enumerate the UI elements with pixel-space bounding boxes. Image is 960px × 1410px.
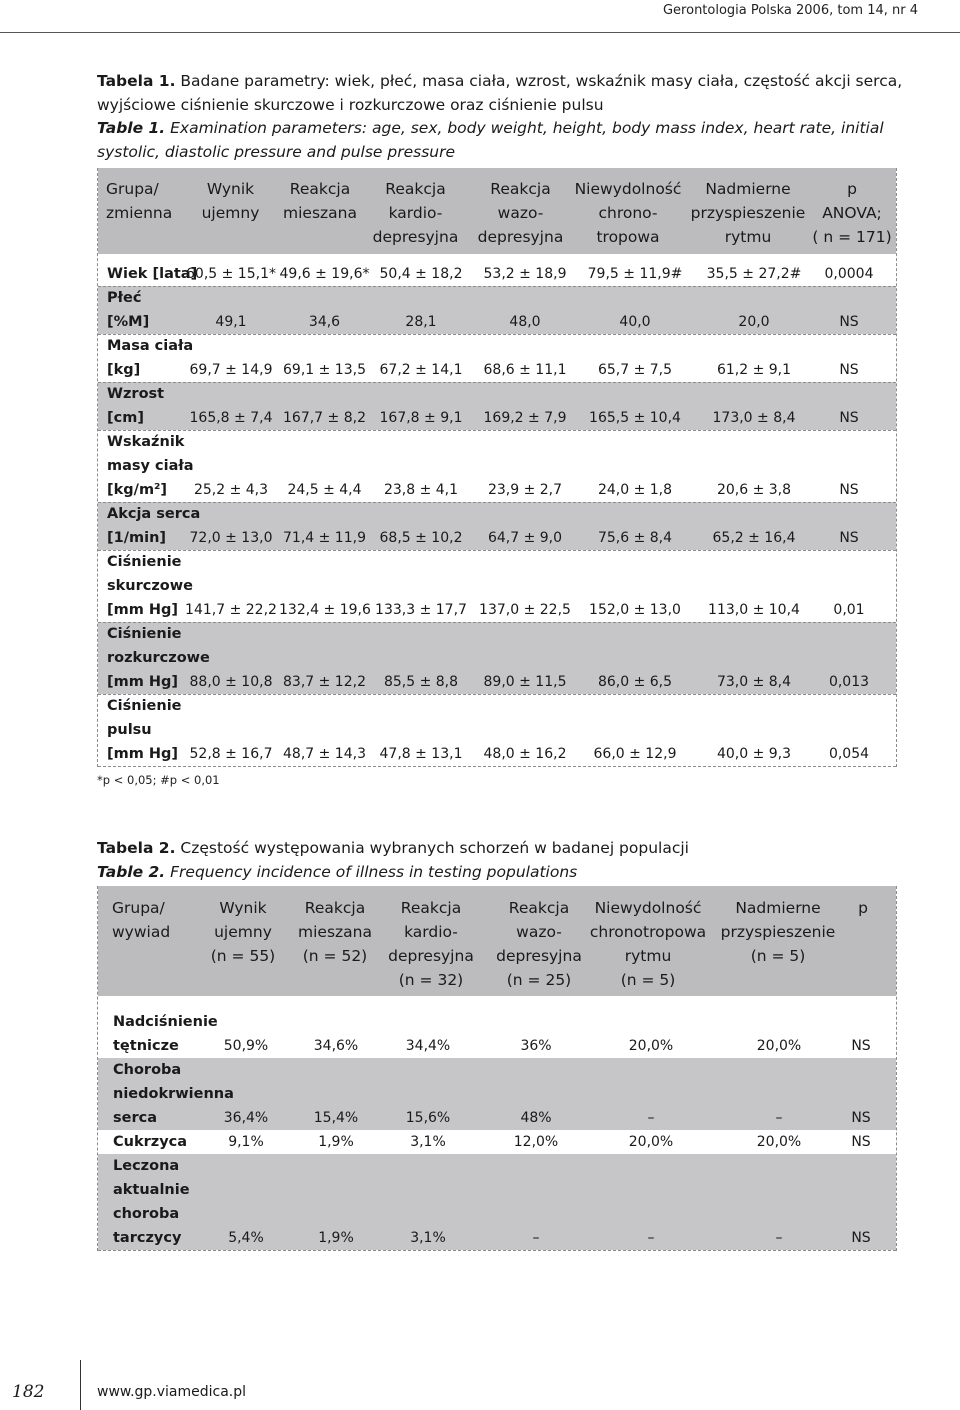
table-cell: 25,2 ± 4,3 xyxy=(193,482,269,498)
table-cell: 20,0% xyxy=(628,1038,674,1054)
table-cell: 9,1% xyxy=(228,1134,264,1150)
table1-label-pl: Tabela 1. xyxy=(97,72,176,90)
row-label: serca xyxy=(113,1110,157,1126)
row-label: rozkurczowe xyxy=(107,650,210,666)
row-label: aktualnie xyxy=(113,1182,190,1198)
row-label: [mm Hg] xyxy=(107,674,179,690)
table-cell: 48,0 xyxy=(509,314,541,330)
row-divider xyxy=(98,694,896,695)
table-cell: 12,0% xyxy=(513,1134,559,1150)
row-divider xyxy=(98,430,896,431)
table2-label-pl: Tabela 2. xyxy=(97,839,176,857)
table-cell: 34,6% xyxy=(313,1038,359,1054)
row-label: Leczona xyxy=(113,1158,180,1174)
table-cell: – xyxy=(647,1110,655,1126)
table2-caption-en-text: Frequency incidence of illness in testing populations xyxy=(165,862,578,881)
table-cell: 20,0% xyxy=(756,1134,802,1150)
row-label: tarczycy xyxy=(113,1230,182,1246)
table-cell: 48,7 ± 14,3 xyxy=(283,746,366,762)
table2-label-en: Table 2. xyxy=(97,862,166,881)
table2 xyxy=(97,886,897,1251)
table-cell: 89,0 ± 11,5 xyxy=(483,674,567,690)
table-cell: 173,0 ± 8,4 xyxy=(712,410,796,426)
table-cell: 1,9% xyxy=(318,1230,354,1246)
table-cell: 71,4 ± 11,9 xyxy=(283,530,366,546)
table-cell: 68,6 ± 11,1 xyxy=(483,362,567,378)
table-cell: 23,9 ± 2,7 xyxy=(487,482,563,498)
table1-caption-en-text: Examination parameters: age, sex, body weight, height, body mass index, heart rate, initial systolic, diastolic pressure and pulse pressure xyxy=(97,119,884,161)
row-label: Akcja serca xyxy=(107,506,201,522)
column-header: Niewydolność chronotropowa rytmu (n = 5) xyxy=(589,899,707,989)
table-cell: 34,6 xyxy=(308,314,341,330)
table-cell: 24,5 ± 4,4 xyxy=(287,482,362,498)
column-header: p xyxy=(858,899,868,917)
table-cell: 53,2 ± 18,9 xyxy=(483,266,567,282)
table-cell: 0,013 xyxy=(828,674,870,690)
row-label: Wiek [lata] xyxy=(107,266,198,282)
table-cell: 165,8 ± 7,4 xyxy=(189,410,273,426)
table-cell: NS xyxy=(851,1110,871,1126)
table2-caption-en xyxy=(97,861,927,885)
column-header: p ANOVA; ( n = 171) xyxy=(812,180,892,246)
table-cell: 20,6 ± 3,8 xyxy=(716,482,792,498)
row-label: Ciśnienie xyxy=(107,698,182,714)
table-cell: 61,2 ± 9,1 xyxy=(716,362,792,378)
table-cell: 40,0 ± 9,3 xyxy=(716,746,792,762)
table1 xyxy=(97,168,897,767)
table-cell: 88,0 ± 10,8 xyxy=(189,674,273,690)
column-header: Nadmierne przyspieszenie rytmu xyxy=(690,180,806,246)
table-cell: 72,0 ± 13,0 xyxy=(189,530,273,546)
table-cell: 85,5 ± 8,8 xyxy=(383,674,459,690)
column-header: Nadmierne przyspieszenie (n = 5) xyxy=(720,899,836,965)
table-cell: 35,5 ± 27,2# xyxy=(706,266,802,282)
table-cell: 86,0 ± 6,5 xyxy=(597,674,673,690)
row-label: Wskaźnik xyxy=(107,434,185,450)
row-label: Cukrzyca xyxy=(113,1134,188,1150)
table-cell: 73,0 ± 8,4 xyxy=(716,674,792,690)
journal-url: www.gp.viamedica.pl xyxy=(97,1384,247,1400)
table-cell: 20,0% xyxy=(628,1134,674,1150)
table-cell: 169,2 ± 7,9 xyxy=(483,410,567,426)
table-cell: 69,7 ± 14,9 xyxy=(189,362,273,378)
column-header: Reakcja kardio- depresyjna xyxy=(372,180,459,246)
table2-caption xyxy=(97,837,927,884)
table-cell: 167,8 ± 9,1 xyxy=(379,410,463,426)
table-cell: NS xyxy=(851,1038,871,1054)
page-footer xyxy=(0,1360,960,1410)
row-label: Płeć xyxy=(107,290,142,306)
table-cell: 52,8 ± 16,7 xyxy=(189,746,273,762)
table-cell: 23,8 ± 4,1 xyxy=(383,482,459,498)
row-label: Nadciśnienie xyxy=(113,1014,218,1030)
table-cell: 36% xyxy=(520,1038,552,1054)
row-divider xyxy=(98,286,896,287)
page-number: 182 xyxy=(12,1382,45,1402)
column-header: Reakcja mieszana xyxy=(283,180,357,222)
table-cell: 69,1 ± 13,5 xyxy=(283,362,366,378)
table-cell: 165,5 ± 10,4 xyxy=(589,410,681,426)
table-cell: 20,0% xyxy=(756,1038,802,1054)
column-header: Reakcja wazo- depresyjna (n = 25) xyxy=(496,899,582,989)
table-bottom-border xyxy=(98,1250,896,1251)
column-header: Reakcja kardio- depresyjna (n = 32) xyxy=(388,899,474,989)
table-cell: NS xyxy=(839,530,859,546)
table-cell: 50,4 ± 18,2 xyxy=(379,266,463,282)
table-cell: 75,6 ± 8,4 xyxy=(597,530,673,546)
table-cell: – xyxy=(647,1230,655,1246)
journal-title: Gerontologia Polska 2006, tom 14, nr 4 xyxy=(662,3,918,18)
table-cell: 3,1% xyxy=(410,1230,446,1246)
row-label: pulsu xyxy=(107,722,152,738)
table-cell: NS xyxy=(839,410,859,426)
row-label: [mm Hg] xyxy=(107,602,179,618)
column-header: Niewydolność chrono- tropowa xyxy=(574,180,682,246)
table-cell: 48% xyxy=(520,1110,552,1126)
table-cell: NS xyxy=(839,482,859,498)
running-header xyxy=(0,0,960,33)
table1-caption-pl-text: Badane parametry: wiek, płeć, masa ciała, wzrost, wskaźnik masy ciała, częstość akcji serca, wyjściowe ciśnienie skurczowe i rozkurczowe oraz ciśnienie pulsu xyxy=(97,72,903,114)
column-header: Grupa/ zmienna xyxy=(106,180,173,222)
table-cell: 60,5 ± 15,1* xyxy=(186,266,276,282)
table-cell: 141,7 ± 22,2 xyxy=(185,602,277,618)
table-cell: – xyxy=(775,1230,783,1246)
row-label: skurczowe xyxy=(107,578,193,594)
column-header: Reakcja mieszana (n = 52) xyxy=(298,899,372,965)
table-bottom-border xyxy=(98,766,896,767)
table-cell: 0,01 xyxy=(833,602,865,618)
table-cell: 15,4% xyxy=(313,1110,359,1126)
row-divider xyxy=(98,622,896,623)
table-cell: 133,3 ± 17,7 xyxy=(375,602,467,618)
table-cell: 152,0 ± 13,0 xyxy=(589,602,681,618)
table-cell: 34,4% xyxy=(405,1038,451,1054)
row-label: tętnicze xyxy=(113,1038,179,1054)
table-cell: 67,2 ± 14,1 xyxy=(379,362,463,378)
row-label: niedokrwienna xyxy=(113,1086,234,1102)
table-cell: 132,4 ± 19,6 xyxy=(279,602,371,618)
table-cell: 20,0 xyxy=(738,314,770,330)
table-cell: 50,9% xyxy=(223,1038,269,1054)
table-cell: 167,7 ± 8,2 xyxy=(283,410,366,426)
table-cell: 24,0 ± 1,8 xyxy=(597,482,673,498)
row-label: [1/min] xyxy=(107,530,167,546)
table-cell: 68,5 ± 10,2 xyxy=(379,530,463,546)
table-cell: 66,0 ± 12,9 xyxy=(593,746,677,762)
row-label: choroba xyxy=(113,1206,180,1222)
table-cell: 137,0 ± 22,5 xyxy=(479,602,571,618)
table1-caption-pl xyxy=(97,70,927,117)
table-cell: 5,4% xyxy=(228,1230,264,1246)
table-cell: 49,6 ± 19,6* xyxy=(279,266,370,282)
table1-label-en: Table 1. xyxy=(97,119,166,137)
table-cell: 0,054 xyxy=(828,746,870,762)
table-cell: 40,0 xyxy=(619,314,651,330)
table-cell: 48,0 ± 16,2 xyxy=(483,746,567,762)
table-cell: NS xyxy=(851,1230,871,1246)
column-header: Wynik ujemny xyxy=(201,180,260,222)
row-label: [mm Hg] xyxy=(107,746,179,762)
footer-divider xyxy=(80,1360,81,1410)
row-label: Ciśnienie xyxy=(107,554,182,570)
table-cell: NS xyxy=(839,362,859,378)
table-cell: – xyxy=(532,1230,540,1246)
table-cell: – xyxy=(775,1110,783,1126)
table1-footnote: *p < 0,05; #p < 0,01 xyxy=(97,773,220,787)
table1-caption-en xyxy=(97,117,927,164)
table-cell: 0,0004 xyxy=(824,266,874,282)
table-cell: 65,2 ± 16,4 xyxy=(712,530,796,546)
table-cell: 83,7 ± 12,2 xyxy=(283,674,366,690)
row-label: Ciśnienie xyxy=(107,626,182,642)
table-cell: 64,7 ± 9,0 xyxy=(487,530,563,546)
row-label: Masa ciała xyxy=(107,338,194,354)
row-label: [cm] xyxy=(107,410,144,426)
table-cell: 36,4% xyxy=(223,1110,269,1126)
row-label: Wzrost xyxy=(107,386,165,402)
row-label: [kg] xyxy=(107,362,141,378)
row-label: Choroba xyxy=(113,1062,182,1078)
row-divider xyxy=(98,334,896,335)
row-label: masy ciała xyxy=(107,458,194,474)
table-cell: 3,1% xyxy=(410,1134,446,1150)
column-header: Reakcja wazo- depresyjna xyxy=(477,180,564,246)
table-cell: 49,1 xyxy=(215,314,247,330)
table-cell: 1,9% xyxy=(318,1134,354,1150)
table-cell: 28,1 xyxy=(405,314,437,330)
table1-caption xyxy=(97,70,927,164)
column-header: Wynik ujemny (n = 55) xyxy=(210,899,276,965)
table-cell: NS xyxy=(839,314,859,330)
row-divider xyxy=(98,502,896,503)
table-cell: NS xyxy=(851,1134,871,1150)
row-divider xyxy=(98,382,896,383)
table-cell: 113,0 ± 10,4 xyxy=(708,602,800,618)
table-cell: 47,8 ± 13,1 xyxy=(379,746,463,762)
column-header: Grupa/ wywiad xyxy=(112,899,171,941)
table-cell: 15,6% xyxy=(405,1110,451,1126)
row-divider xyxy=(98,550,896,551)
table-cell: 79,5 ± 11,9# xyxy=(587,266,683,282)
table2-caption-pl-text: Częstość występowania wybranych schorzeń w badanej populacji xyxy=(175,839,689,857)
row-label: [%M] xyxy=(107,314,150,330)
table2-caption-pl xyxy=(97,837,927,861)
row-label: [kg/m²] xyxy=(107,482,168,498)
table-cell: 65,7 ± 7,5 xyxy=(597,362,673,378)
